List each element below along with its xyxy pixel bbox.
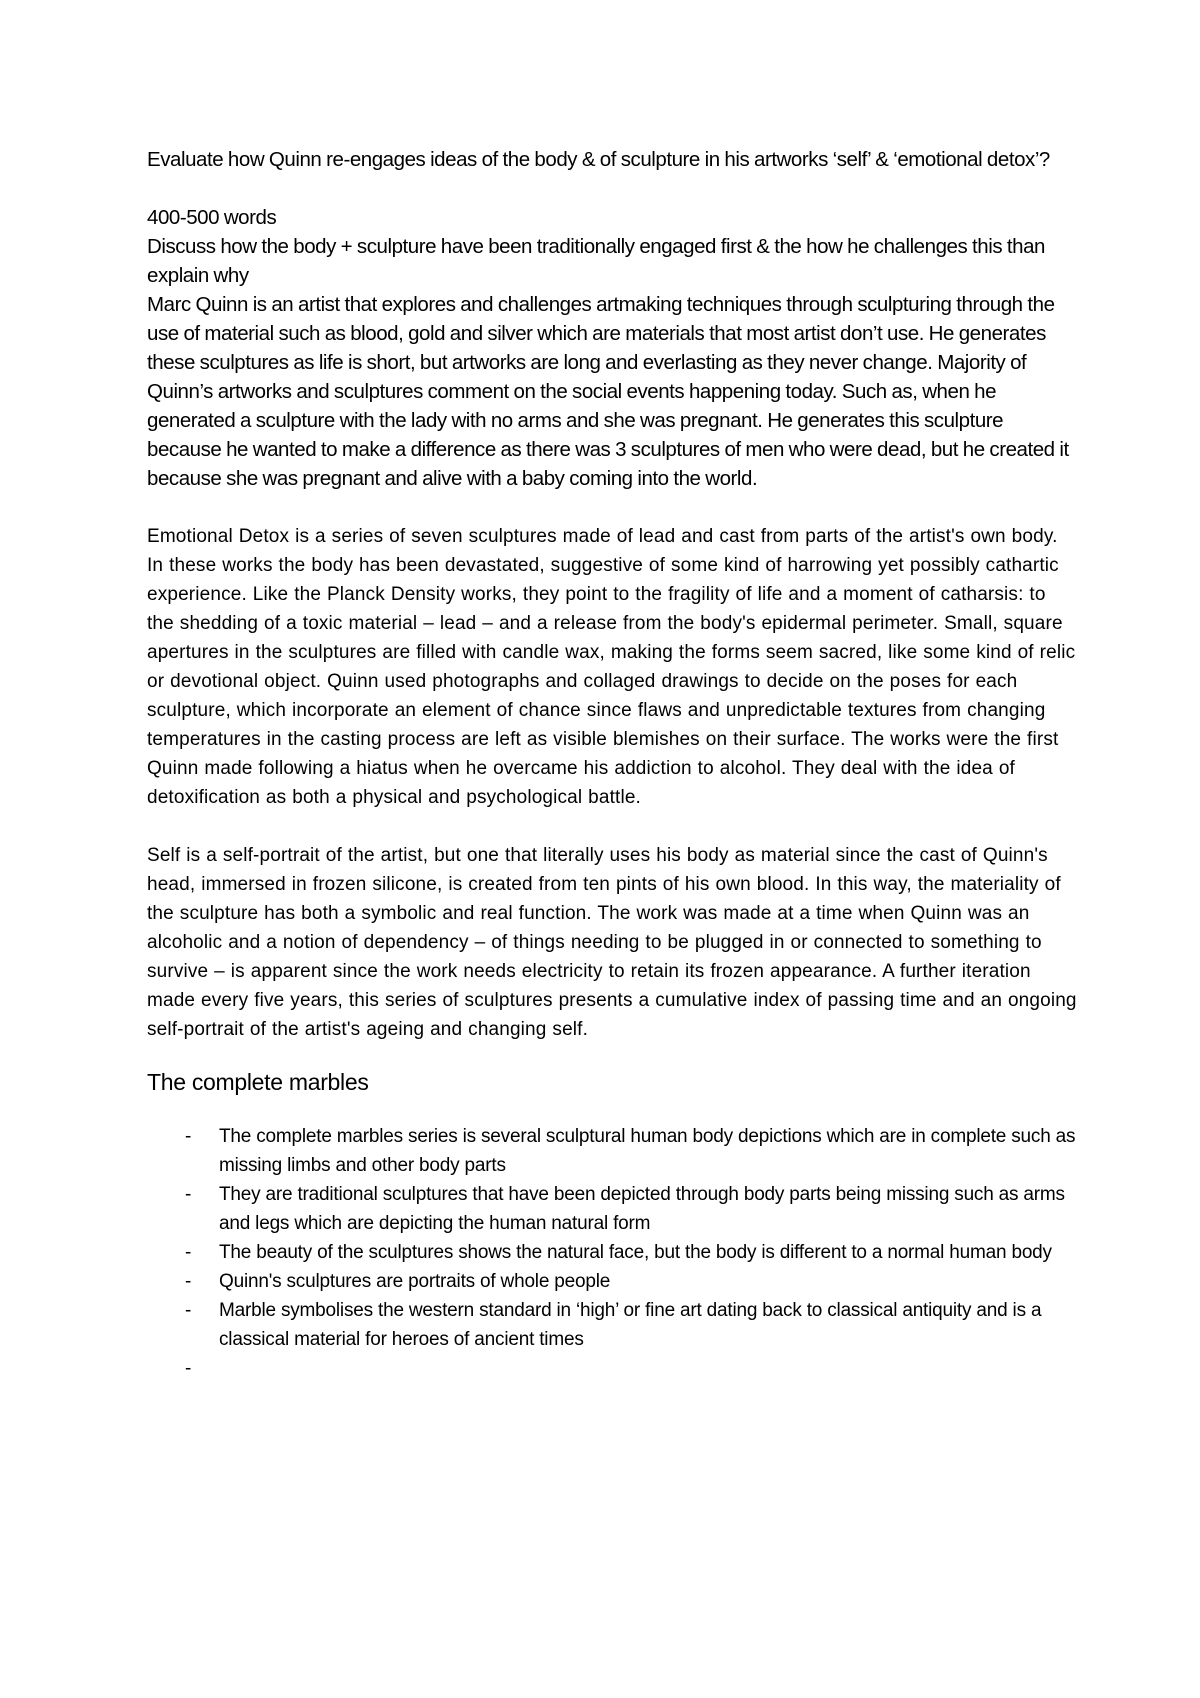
list-item [147, 1267, 1077, 1296]
essay-question: Evaluate how Quinn re-engages ideas of the body & of sculpture in his artworks ‘self’ & ‘emotional detox’? [147, 148, 1050, 171]
dash-marker: - [185, 1242, 192, 1263]
dash-marker: - [185, 1184, 192, 1205]
bullet-list [147, 1122, 1077, 1379]
list-item [147, 1296, 1077, 1354]
list-item-text: Marble symbolises the western standard in ‘high’ or fine art dating back to classical antiquity and is a classical material for heroes of ancient times [219, 1300, 1042, 1350]
dash-marker: - [185, 1300, 192, 1321]
list-item [147, 1180, 1077, 1238]
document-body [147, 145, 1077, 1379]
list-item-text: The beauty of the sculptures shows the natural face, but the body is different to a normal human body [219, 1242, 1052, 1263]
blank-line [147, 812, 1077, 841]
emotional-detox-paragraph: Emotional Detox is a series of seven sculptures made of lead and cast from parts of the artist's own body. In these works the body has been devastated, suggestive of some kind of harrowing yet possibly cathartic experience. Like the Planck Density works, they point to the fragility of life and a moment of catharsis: to the shedding of a toxic material – lead – and a release from the body's epidermal perimeter. Small, square apertures in the sculptures are filled with candle wax, making the forms seem sacred, like some kind of relic or devotional object. Quinn used photographs and collaged drawings to decide on the poses for each sculpture, which incorporate an element of chance since flaws and unpredictable textures from changing temperatures in the casting process are left as visible blemishes on their surface. The works were the first Quinn made following a hiatus when he overcame his addiction to alcohol. They deal with the idea of detoxification as both a physical and psychological battle. [147, 526, 1076, 808]
list-item [147, 1122, 1077, 1180]
dash-marker: - [185, 1271, 192, 1292]
list-item-text: They are traditional sculptures that have been depicted through body parts being missing such as arms and legs which are depicting the human natural form [219, 1184, 1065, 1234]
self-paragraph: Self is a self-portrait of the artist, but one that literally uses his body as material since the cast of Quinn's head, immersed in frozen silicone, is created from ten pints of his own blood. In this way, the materiality of the sculpture has both a symbolic and real function. The work was made at a time when Quinn was an alcoholic and a notion of dependency – of things needing to be plugged in or connected to something to survive – is apparent since the work needs electricity to retain its frozen appearance. A further iteration made every five years, this series of sculptures presents a cumulative index of passing time and an ongoing self-portrait of the artist's ageing and changing self. [147, 845, 1077, 1040]
dash-marker: - [185, 1126, 192, 1147]
dash-marker: - [185, 1358, 192, 1379]
essay-instruction: Discuss how the body + sculpture have been traditionally engaged first & the how he challenges this than explain why [147, 235, 1045, 287]
intro-paragraph: Marc Quinn is an artist that explores and challenges artmaking techniques through sculpturing through the use of material such as blood, gold and silver which are materials that most artist don’t use. He generates these sculptures as life is short, but artworks are long and everlasting as they never change. Majority of Quinn’s artworks and sculptures comment on the social events happening today. Such as, when he generated a sculpture with the lady with no arms and she was pregnant. He generates this sculpture because he wanted to make a difference as there was 3 sculptures of men who were dead, but he created it because she was pregnant and alive with a baby coming into the world. [147, 293, 1069, 490]
list-item [147, 1238, 1077, 1267]
word-count: 400-500 words [147, 206, 277, 229]
section-heading: The complete marbles [147, 1069, 369, 1095]
blank-line [147, 174, 1077, 203]
blank-line [147, 493, 1077, 522]
list-item-text: The complete marbles series is several sculptural human body depictions which are in complete such as missing limbs and other body parts [219, 1126, 1076, 1176]
list-item-text: Quinn's sculptures are portraits of whole people [219, 1271, 611, 1292]
